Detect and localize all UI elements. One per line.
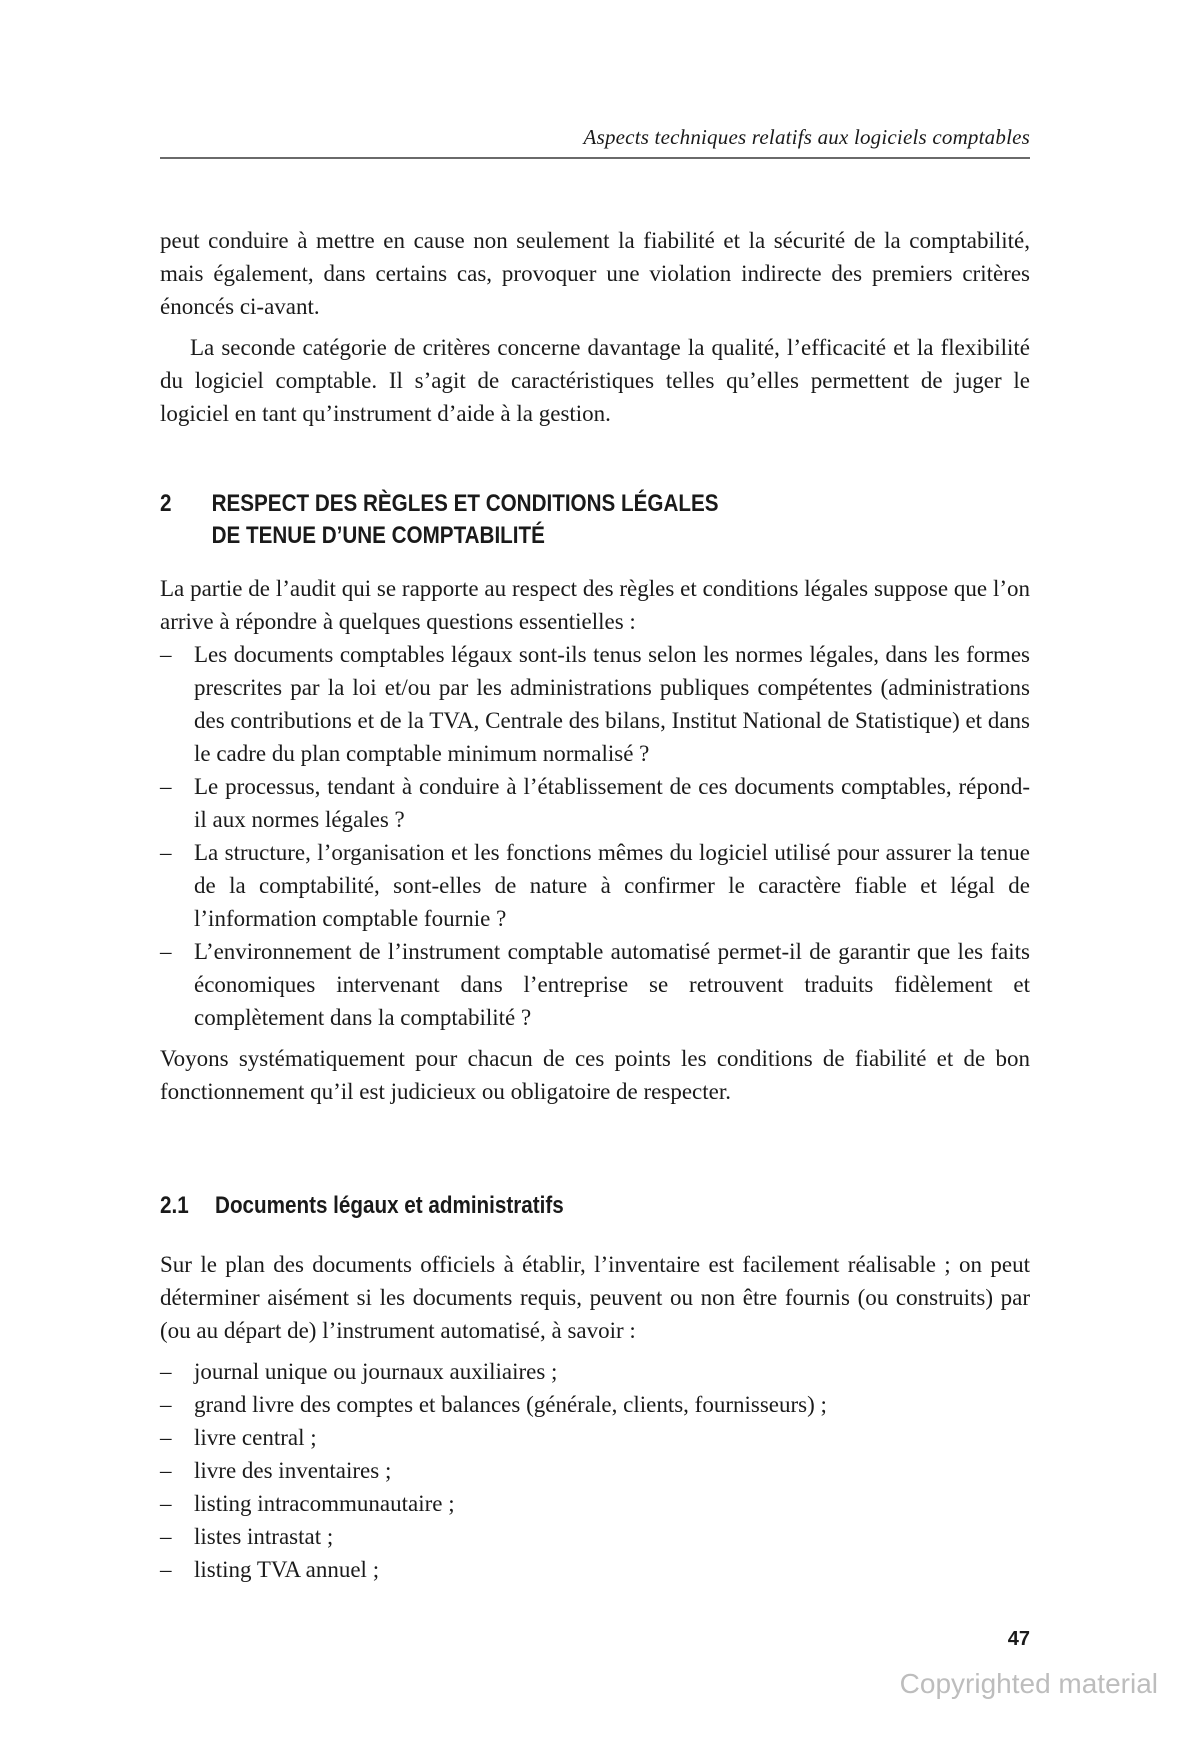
subsection-intro: Sur le plan des documents officiels à établir, l’inventaire est facilement réalisable ; on peut déterminer aisément si les documents requis, peuvent ou non être fournis (ou construits) par (ou au départ de) l’instrument automatisé, à savoir : bbox=[160, 1252, 1030, 1343]
section-number: 2 bbox=[160, 490, 172, 517]
list-item: – La structure, l’organisation et les fonctions mêmes du logiciel utilisé pour assurer la tenue de la comptabilité, sont-elles de nature à confirmer le caractère fiable et légal de l’information comptable fournie ? bbox=[160, 836, 1030, 935]
section-body bbox=[160, 572, 1030, 1108]
list-item: – livre central ; bbox=[160, 1421, 1030, 1454]
subsection-title: Documents légaux et administratifs bbox=[215, 1192, 564, 1219]
list-item: – livre des inventaires ; bbox=[160, 1454, 1030, 1487]
section-intro: La partie de l’audit qui se rapporte au respect des règles et conditions légales suppose que l’on arrive à répondre à quelques questions essentielles : bbox=[160, 576, 1030, 634]
section-title-line1: RESPECT DES RÈGLES ET CONDITIONS LÉGALES bbox=[211, 490, 719, 517]
section-title-line2: DE TENUE D’UNE COMPTABILITÉ bbox=[211, 522, 545, 549]
copyright-watermark: Copyrighted material bbox=[899, 1668, 1158, 1699]
subsection-number: 2.1 bbox=[160, 1192, 189, 1219]
list-item: – listing intracommunautaire ; bbox=[160, 1487, 1030, 1520]
subsection-heading bbox=[160, 1190, 1020, 1222]
questions-list bbox=[160, 638, 1030, 1034]
list-item: – grand livre des comptes et balances (générale, clients, fournisseurs) ; bbox=[160, 1388, 1030, 1421]
running-header: Aspects techniques relatifs aux logiciels comptables bbox=[583, 125, 1030, 149]
list-item: – journal unique ou journaux auxiliaires ; bbox=[160, 1355, 1030, 1388]
subsection-body bbox=[160, 1248, 1030, 1586]
list-item: – Les documents comptables légaux sont-ils tenus selon les normes légales, dans les formes prescrites par la loi et/ou par les administrations publiques compétentes (administrations des contributions et de la TVA, Centrale des bilans, Institut National de Statistique) et dans le cadre du plan comptable minimum normalisé ? bbox=[160, 638, 1030, 770]
documents-list bbox=[160, 1355, 1030, 1586]
list-item: – listing TVA annuel ; bbox=[160, 1553, 1030, 1586]
page-number: 47 bbox=[1007, 1628, 1030, 1650]
paragraph: La seconde catégorie de critères concerne davantage la qualité, l’efficacité et la flexibilité du logiciel comptable. Il s’agit de caractéristiques telles qu’elles permettent de juger le logiciel en tant qu’instrument d’aide à la gestion. bbox=[160, 335, 1030, 426]
header-rule bbox=[160, 157, 1030, 159]
list-item: – L’environnement de l’instrument comptable automatisé permet-il de garantir que les faits économiques intervenant dans l’entreprise se retrouvent traduits fidèlement et complètement dans la comptabilité ? bbox=[160, 935, 1030, 1034]
section-heading bbox=[160, 488, 1020, 552]
section-outro: Voyons systématiquement pour chacun de ces points les conditions de fiabilité et de bon fonctionnement qu’il est judicieux ou obligatoire de respecter. bbox=[160, 1046, 1030, 1104]
top-paragraphs bbox=[160, 224, 1030, 430]
list-item: – Le processus, tendant à conduire à l’établissement de ces documents comptables, répond-il aux normes légales ? bbox=[160, 770, 1030, 836]
list-item: – listes intrastat ; bbox=[160, 1520, 1030, 1553]
paragraph: peut conduire à mettre en cause non seulement la fiabilité et la sécurité de la comptabilité, mais également, dans certains cas, provoquer une violation indirecte des premiers critères énoncés ci-avant. bbox=[160, 228, 1030, 319]
